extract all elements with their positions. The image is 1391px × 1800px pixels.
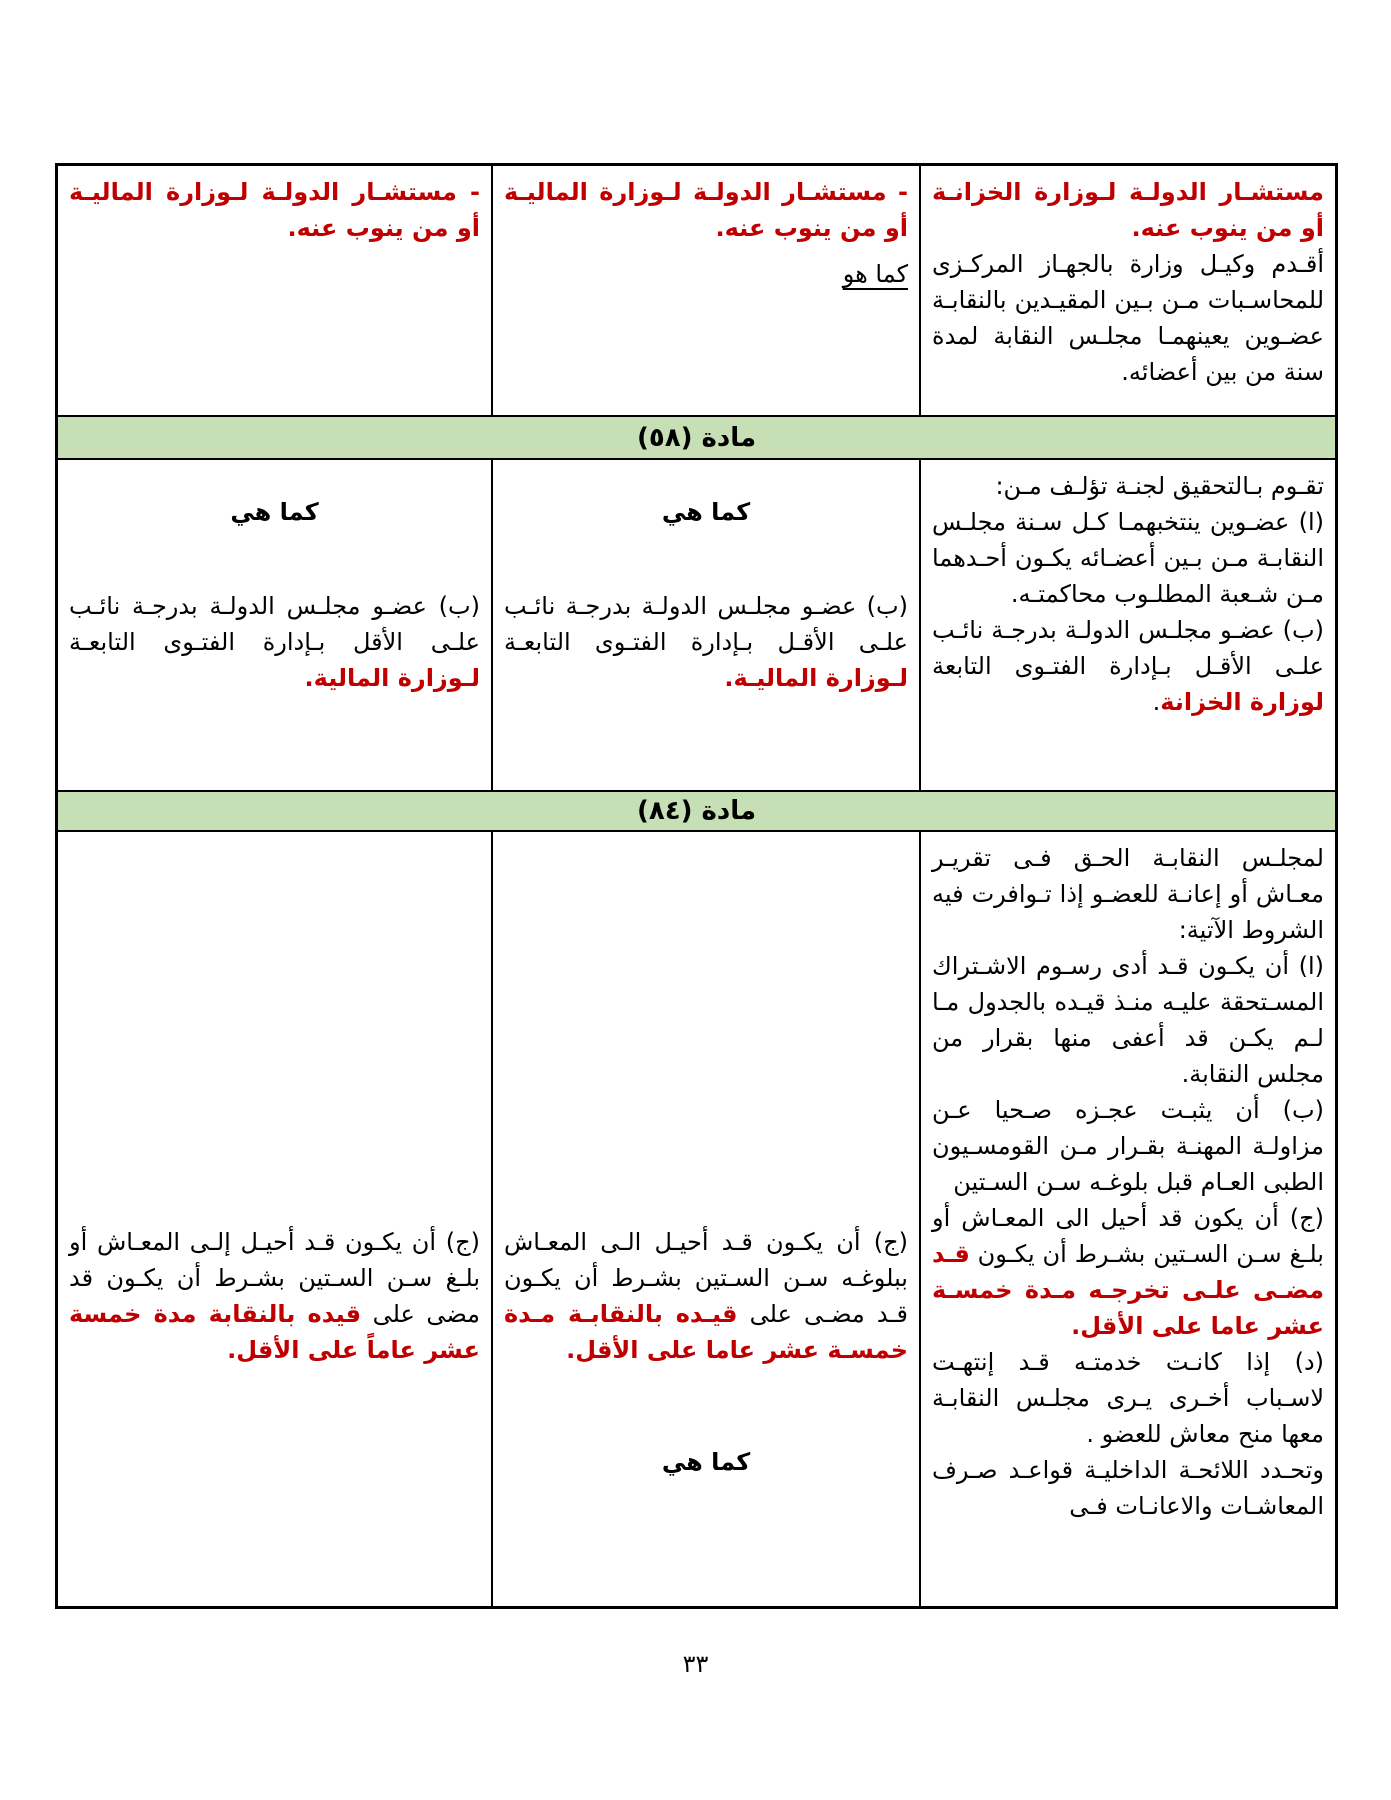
paragraph — [932, 504, 1324, 612]
amended-text-highlight: - مستشـار الدولـة لـوزارة الماليـة أو من ينوب عنه. — [504, 178, 908, 242]
cell-current-law-column — [921, 832, 1335, 1606]
text-segment: (ا) عضـوين ينتخبهمـا كـل سـنة مجلـس النقابـة مـن بـين أعضـائه يكـون أحـدهما مـن شـعبة المطلـوب محاكمتـه. — [932, 508, 1324, 608]
amended-text-highlight: مستشـار الدولـة لـوزارة الخزانـة أو من ينوب عنه. — [932, 178, 1324, 242]
paragraph — [932, 1344, 1324, 1452]
cell-left-amendment-column — [58, 460, 493, 790]
amended-text-highlight: قيـده بالنقابـة مـدة خمسـة عشر عاما على الأقل. — [504, 1300, 908, 1364]
text-segment: (ب) عضـو مجلـس الدولـة بدرجـة نائـب علـى الأقل بـإدارة الفتـوى التابعـة — [69, 592, 480, 656]
paragraph — [932, 1200, 1324, 1344]
cell-middle-amendment-column — [493, 166, 921, 415]
table-row — [58, 166, 1335, 415]
paragraph — [932, 468, 1324, 504]
amended-text-highlight: قـد مضـى علـى تخرجـه مـدة خمسـة عشر عاما على الأقل. — [932, 1240, 1324, 1340]
text-segment: تقـوم بـالتحقيق لجنـة تؤلـف مـن: — [995, 472, 1324, 500]
paragraph — [932, 174, 1324, 246]
text-segment: (ب) أن يثبـت عجـزه صـحيا عـن مزاولـة المهنـة بقـرار مـن القومسـيون الطبى العـام قبل بلوغـه سـن السـتين — [932, 1096, 1324, 1196]
cell-left-amendment-column — [58, 832, 493, 1606]
paragraph — [69, 1224, 480, 1368]
paragraph — [932, 612, 1324, 720]
paragraph — [504, 256, 908, 292]
cell-current-law-column — [921, 460, 1335, 790]
text-segment: كما هي — [661, 498, 751, 526]
text-segment: (ج) أن يكـون قـد أحيـل الـى المعـاش ببلوغـه سـن السـتين بشـرط أن يكـون قـد مضـى على — [504, 1228, 909, 1328]
paragraph — [69, 494, 480, 530]
cell-left-amendment-column — [58, 166, 493, 415]
paragraph — [504, 174, 908, 246]
text-segment: (ا) أن يكـون قـد أدى رسـوم الاشـتراك المسـتحقة عليـه منـذ قيـده بالجدول مـا لـم يكـن قد أعفى منها بقرار من مجلس النقابة. — [932, 952, 1324, 1088]
amended-text-highlight: لـوزارة الماليـة. — [724, 664, 908, 692]
amended-text-highlight: قيده بالنقابة مدة خمسة عشر عاماً على الأقل. — [69, 1300, 480, 1364]
table-row — [58, 458, 1335, 790]
paragraph — [932, 1092, 1324, 1200]
paragraph — [932, 840, 1324, 948]
paragraph — [932, 246, 1324, 390]
page-number: ٣٣ — [682, 1650, 709, 1678]
article-banner-label: مادة (٥٨) — [636, 422, 757, 453]
text-segment: كما هي — [230, 498, 319, 526]
text-segment: أقـدم وكيـل وزارة بالجهـاز المركـزى للمحاسـبات مـن بـين المقيـدين بالنقابـة عضـوين يعينهمـا مجلـس النقابة لمدة سنة من بين أعضائه. — [932, 250, 1324, 386]
table-row — [58, 830, 1335, 1606]
law-comparison-table — [55, 163, 1338, 1609]
text-segment: لمجلـس النقابـة الحـق فـى تقريـر معـاش أو إعانـة للعضـو إذا تـوافرت فيه الشروط الآتية: — [932, 844, 1324, 944]
paragraph — [69, 588, 480, 696]
paragraph — [504, 1224, 908, 1368]
text-segment: (د) إذا كانـت خدمتـه قـد إنتهـت لاسـباب أخـرى يـرى مجلـس النقابـة معها منح معاش للعضو . — [932, 1348, 1324, 1448]
paragraph — [69, 174, 480, 246]
cell-middle-amendment-column — [493, 460, 921, 790]
paragraph — [504, 588, 908, 696]
paragraph — [932, 1452, 1324, 1524]
paragraph — [504, 1444, 908, 1480]
text-segment: كما هو — [842, 260, 908, 288]
text-segment: (ج) أن يكون قد أحيل الى المعـاش أو بلـغ سـن السـتين بشـرط أن يكـون — [932, 1204, 1324, 1268]
amended-text-highlight: لـوزارة المالية. — [304, 664, 480, 692]
text-segment: (ب) عضـو مجلـس الدولـة بدرجـة نائـب علـى الأقـل بـإدارة الفتـوى التابعـة — [504, 592, 908, 656]
amended-text-highlight: - مستشـار الدولـة لـوزارة الماليـة أو من ينوب عنه. — [69, 178, 480, 242]
article-banner-label: مادة (٨٤) — [636, 796, 757, 826]
paragraph — [932, 948, 1324, 1092]
text-segment: . — [1152, 688, 1161, 716]
text-segment: كما هي — [661, 1448, 751, 1476]
article-banner — [58, 415, 1335, 458]
text-segment: وتحـدد اللائحـة الداخليـة قواعـد صـرف المعاشـات والاعانـات فـى — [932, 1456, 1324, 1520]
paragraph — [504, 494, 908, 530]
cell-middle-amendment-column — [493, 832, 921, 1606]
cell-current-law-column — [921, 166, 1335, 415]
amended-text-highlight: لوزارة الخزانة — [1160, 688, 1324, 716]
text-segment: (ج) أن يكـون قـد أحيـل إلـى المعـاش أو بلـغ سـن السـتين بشـرط أن يكـون قد مضى على — [69, 1228, 481, 1328]
text-segment: (ب) عضـو مجلـس الدولـة بدرجـة نائـب علـى الأقـل بـإدارة الفتـوى التابعة — [932, 616, 1324, 680]
article-banner — [58, 790, 1335, 830]
